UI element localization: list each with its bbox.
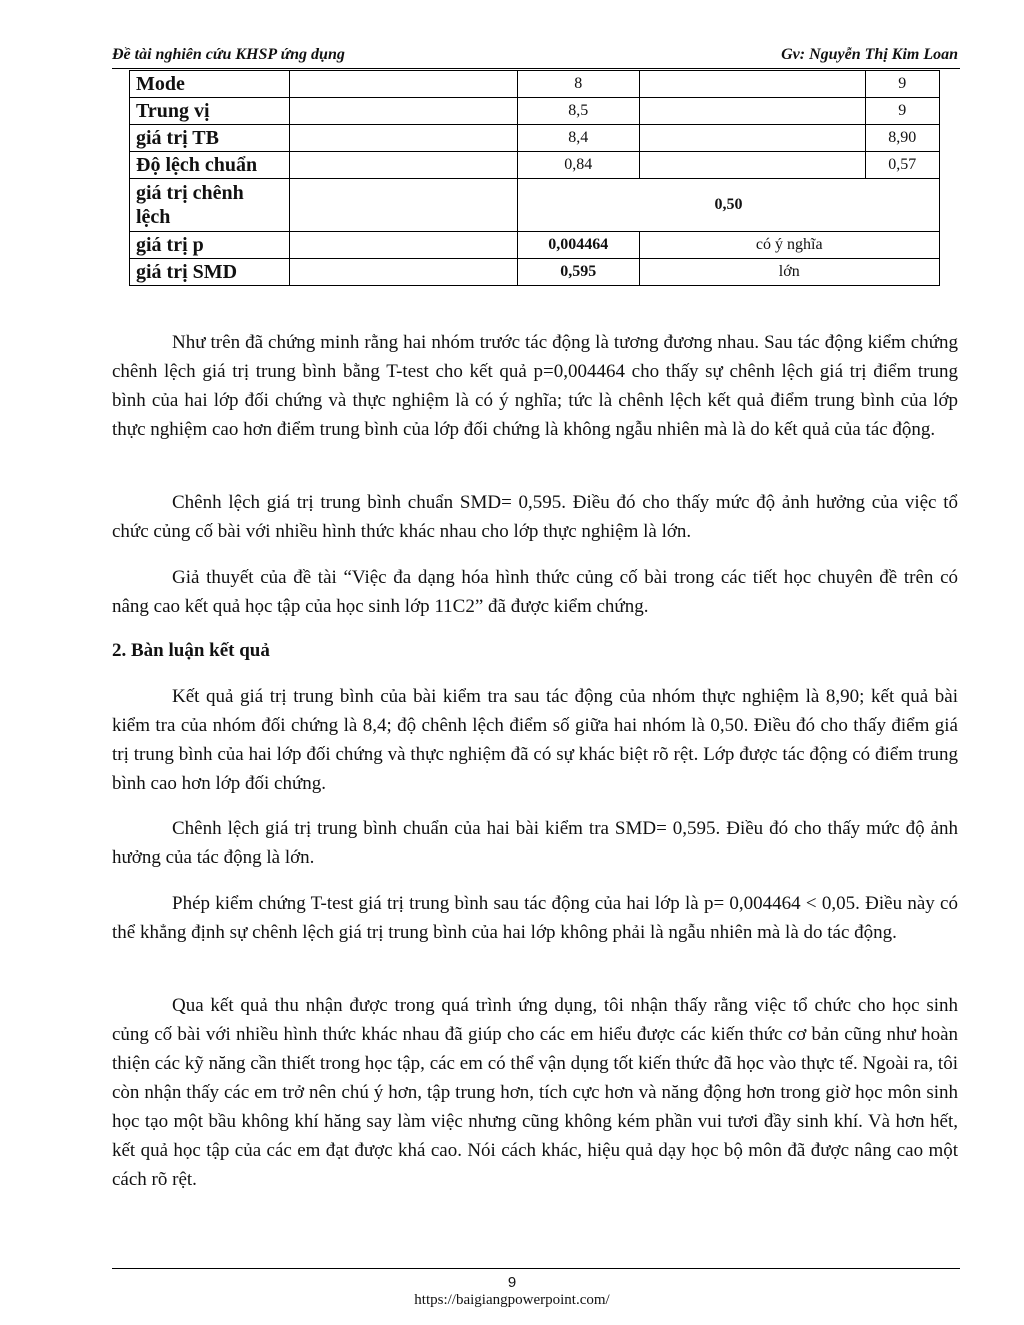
experimental-value: 9 xyxy=(865,98,939,125)
control-value: 0,84 xyxy=(517,152,639,179)
paragraph-conclusion: Qua kết quả thu nhận được trong quá trình ứng dụng, tôi nhận thấy rằng việc tổ chức cho học sinh củng cố bài với nhiều hình thức khác nhau đã giúp cho các em hiểu được các kiến thức cơ bản cũng như hoàn thiện các kỹ năng cần thiết trong học tập, các em có thể vận dụng tốt kiến thức đã học vào thực tế. Ngoài ra, tôi còn nhận thấy các em trở nên chú ý hơn, tập trung hơn, tích cực hơn và năng động hơn trong giờ học môn sinh học tạo một bầu không khí hăng say làm việc nhưng cũng không kém phần vui tươi đầy sinh khí. Và hơn hết, kết quả học tập của các em đạt được khá cao. Nói cách khác, hiệu quả dạy học bộ môn đã được nâng cao một cách rõ rệt. xyxy=(112,995,958,1190)
footer-divider xyxy=(112,1268,960,1269)
row-label: Mode xyxy=(130,71,290,98)
empty-cell xyxy=(289,179,517,232)
paragraph-discussion-mean: Kết quả giá trị trung bình của bài kiểm tra sau tác động của nhóm thực nghiệm là 8,90; kết quả bài kiểm tra của nhóm đối chứng là 8,4; độ chênh lệch điểm số giữa hai nhóm là 0,50. Điều đó cho thấy điểm giá trị trung bình của hai lớp đối chứng và thực nghiệm đã có sự khác biệt rõ rệt. Lớp được tác động có điểm trung bình cao hơn lớp đối chứng. xyxy=(112,686,958,794)
header-divider xyxy=(112,68,960,69)
header-title: Đề tài nghiên cứu KHSP ứng dụng xyxy=(112,46,345,63)
p-significance: có ý nghĩa xyxy=(639,232,940,259)
empty-cell xyxy=(289,232,517,259)
smd-value: 0,595 xyxy=(517,259,639,286)
table-row xyxy=(130,98,940,125)
paragraph-smd: Chênh lệch giá trị trung bình chuẩn SMD= 0,595. Điều đó cho thấy mức độ ảnh hưởng của việc tổ chức củng cố bài với nhiều hình thức khác nhau cho lớp thực nghiệm là lớn. xyxy=(112,492,958,542)
control-value: 8,5 xyxy=(517,98,639,125)
empty-cell xyxy=(639,71,865,98)
empty-cell xyxy=(639,152,865,179)
row-label: giá trị SMD xyxy=(130,259,290,286)
page-header xyxy=(112,46,958,64)
empty-cell xyxy=(289,259,517,286)
control-value: 8,4 xyxy=(517,125,639,152)
table-row xyxy=(130,152,940,179)
row-label: giá trị TB xyxy=(130,125,290,152)
difference-value: 0,50 xyxy=(517,179,939,232)
experimental-value: 8,90 xyxy=(865,125,939,152)
paragraph-discussion-ttest: Phép kiểm chứng T-test giá trị trung bình sau tác động của hai lớp là p= 0,004464 < 0,05. Điều này có thể khẳng định sự chênh lệch giá trị trung bình của hai lớp không phải là ngẫu nhiên mà là do tác động. xyxy=(112,893,958,943)
page-number: 9 xyxy=(507,1274,517,1291)
row-label: giá trị chênh lệch xyxy=(130,179,290,232)
paragraph-discussion-smd: Chênh lệch giá trị trung bình chuẩn của hai bài kiểm tra SMD= 0,595. Điều đó cho thấy mức độ ảnh hưởng của tác động là lớn. xyxy=(112,818,958,868)
empty-cell xyxy=(289,98,517,125)
experimental-value: 9 xyxy=(865,71,939,98)
row-label: giá trị p xyxy=(130,232,290,259)
footer-url: https://baigiangpowerpoint.com/ xyxy=(414,1292,610,1308)
empty-cell xyxy=(289,152,517,179)
section-title: 2. Bàn luận kết quả xyxy=(112,640,270,661)
empty-cell xyxy=(639,98,865,125)
paragraph-ttest-result: Như trên đã chứng minh rằng hai nhóm trước tác động là tương đương nhau. Sau tác động kiểm chứng chênh lệch giá trị trung bình bằng T-test cho kết quả p=0,004464 cho thấy sự chênh lệch giá trị điểm trung bình của hai lớp đối chứng và thực nghiệm là có ý nghĩa; tức là chênh lệch kết quả điểm trung bình của lớp thực nghiệm cao hơn điểm trung bình của lớp đối chứng là không ngẫu nhiên mà là do kết quả của tác động. xyxy=(112,332,958,440)
table-row xyxy=(130,71,940,98)
table-row xyxy=(130,232,940,259)
table-row xyxy=(130,125,940,152)
statistics-table xyxy=(129,70,940,286)
header-author: Gv: Nguyễn Thị Kim Loan xyxy=(781,46,958,63)
empty-cell xyxy=(289,125,517,152)
row-label: Trung vị xyxy=(130,98,290,125)
table-row xyxy=(130,259,940,286)
p-value: 0,004464 xyxy=(517,232,639,259)
row-label: Độ lệch chuẩn xyxy=(130,152,290,179)
empty-cell xyxy=(639,125,865,152)
smd-level: lớn xyxy=(639,259,940,286)
experimental-value: 0,57 xyxy=(865,152,939,179)
control-value: 8 xyxy=(517,71,639,98)
empty-cell xyxy=(289,71,517,98)
paragraph-hypothesis: Giả thuyết của đề tài “Việc đa dạng hóa hình thức củng cố bài trong các tiết học chuyên đề trên có nâng cao kết quả học tập của học sinh lớp 11C2” đã được kiểm chứng. xyxy=(112,567,958,617)
table-row xyxy=(130,179,940,232)
